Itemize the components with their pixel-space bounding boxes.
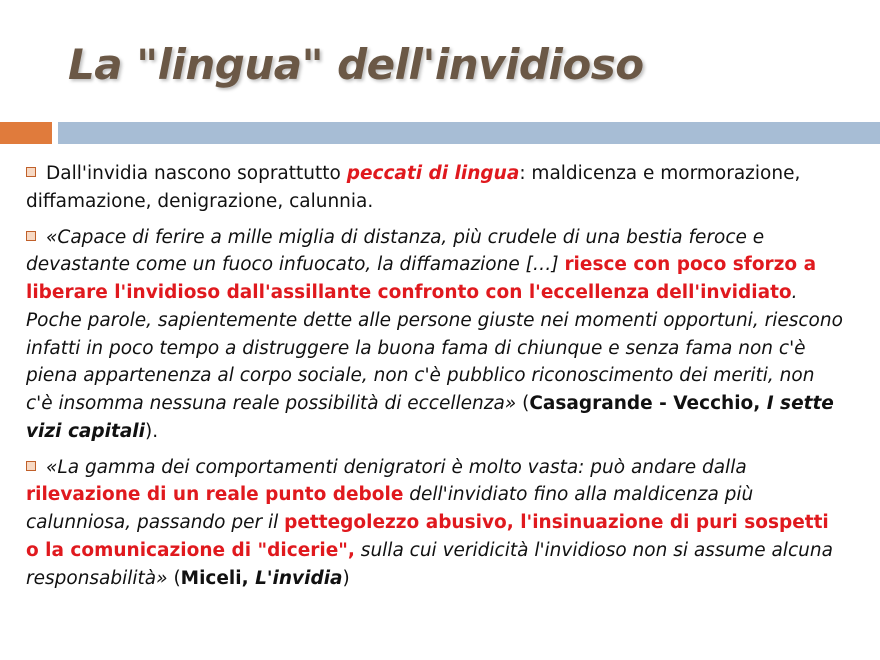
bullet-paragraph-2: «Capace di ferire a mille miglia di distanza, più crudele di una bestia feroce e devastante come un fuoco infuocato, la diffamazione […] riesce con poco sforzo a liberare l'invidioso dall'assillante confronto con l'eccellenza dell'invidiato. Poche parole, sapientemente dette alle persone giuste nei momenti opportuni, riescono infatti in poco tempo a distruggere la buona fama di chiunque e senza fama non c'è piena appartenenza al corpo sociale, non c'è pubblico riconoscimento dei meriti, non c'è insomma nessuna reale possibilità di eccellenza» (Casagrande - Vecchio, I sette vizi capitali).: [26, 226, 843, 442]
square-bullet-icon: [26, 167, 36, 177]
accent-bar-blue: [58, 122, 880, 144]
accent-bar-orange: [0, 122, 52, 144]
bullet-paragraph-1: Dall'invidia nascono soprattutto peccati di lingua: maldicenza e mormorazione, diffamazione, denigrazione, calunnia.: [26, 163, 801, 212]
slide-content: [26, 160, 846, 600]
square-bullet-icon: [26, 231, 36, 241]
square-bullet-icon: [26, 461, 36, 471]
bullet-paragraph-3: «La gamma dei comportamenti denigratori è molto vasta: può andare dalla rilevazione di un reale punto debole dell'invidiato fino alla maldicenza più calunniosa, passando per il pettegolezzo abusivo, l'insinuazione di puri sospetti o la comunicazione di "dicerie", sulla cui veridicità l'invidioso non si assume alcuna responsabilità» (Miceli, L'invidia): [26, 456, 833, 589]
slide-title: La "lingua" dell'invidioso: [68, 40, 644, 89]
